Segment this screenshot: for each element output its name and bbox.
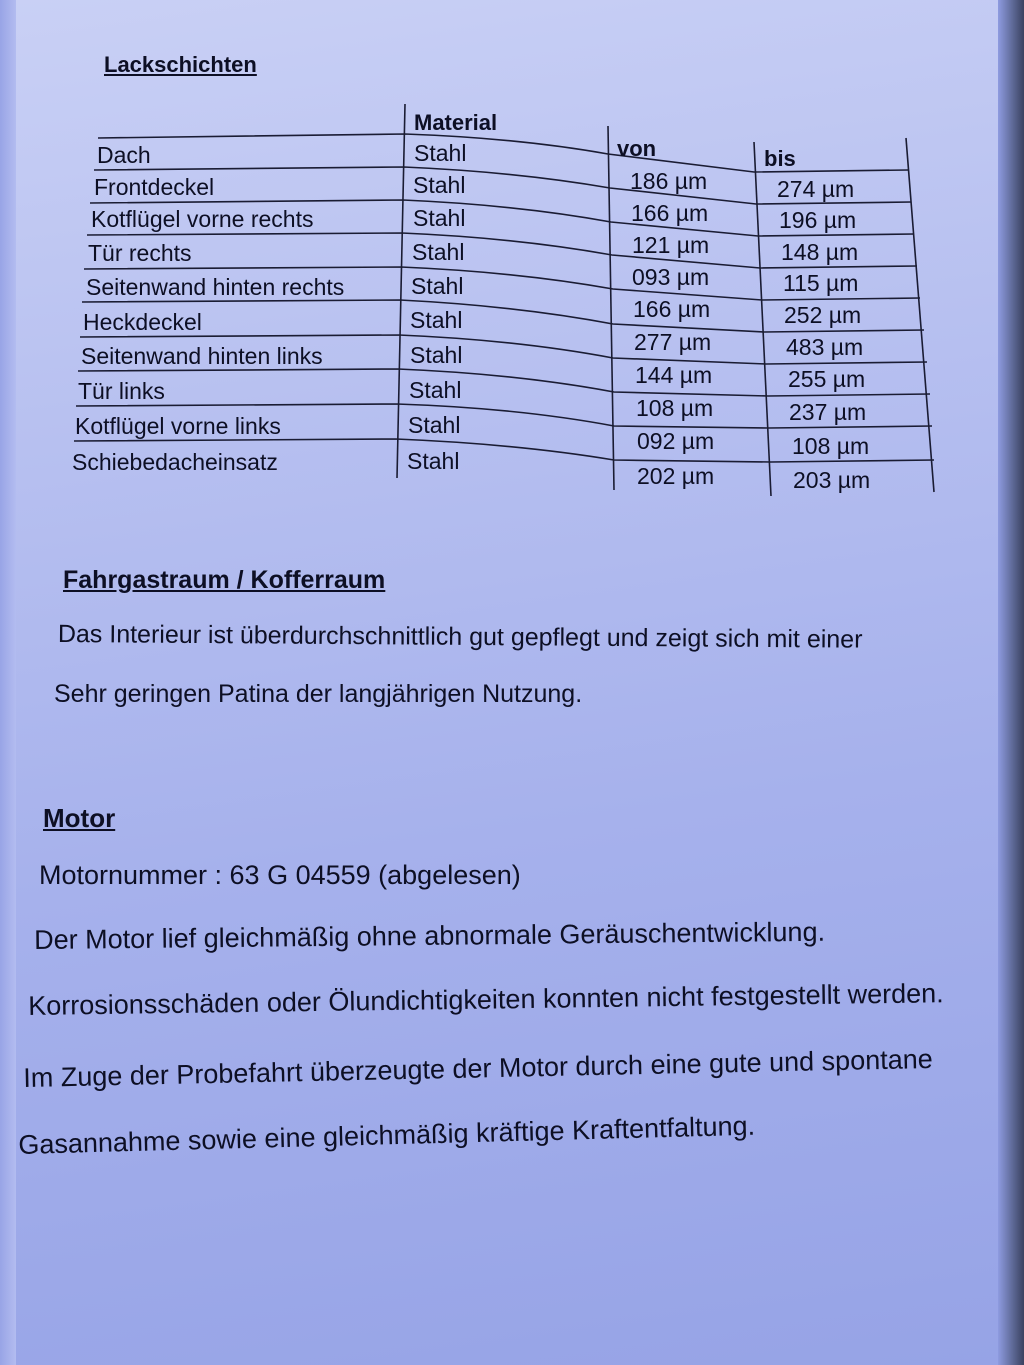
row-material: Stahl: [407, 448, 460, 474]
row-part: Dach: [97, 142, 151, 168]
row-from: 092 µm: [637, 428, 715, 454]
row-material: Stahl: [413, 205, 466, 231]
row-from: 186 µm: [630, 168, 708, 194]
column-header-material: Material: [414, 110, 498, 135]
section-title-engine: Motor: [43, 803, 116, 833]
row-to: 252 µm: [784, 302, 862, 328]
row-from: 166 µm: [633, 296, 711, 322]
column-header-to: bis: [764, 146, 796, 171]
row-to: 108 µm: [792, 433, 870, 459]
paint-thickness-table: [68, 100, 938, 500]
row-material: Stahl: [409, 377, 462, 403]
page-left-edge: [0, 0, 16, 1365]
column-header-from: von: [617, 136, 657, 161]
row-material: Stahl: [410, 342, 463, 368]
row-to: 483 µm: [786, 334, 864, 360]
engine-text-line: Im Zuge der Probefahrt überzeugte der Motor durch eine gute und spontane: [23, 1043, 934, 1093]
engine-number-line: Motornummer : 63 G 04559 (abgelesen): [39, 860, 521, 890]
row-part: Schiebedacheinsatz: [72, 449, 278, 475]
row-to: 148 µm: [781, 239, 859, 265]
row-from: 277 µm: [634, 329, 712, 355]
section-title-paint: Lackschichten: [104, 52, 257, 77]
row-part: Seitenwand hinten rechts: [86, 274, 345, 300]
row-to: 255 µm: [788, 366, 866, 392]
row-to: 274 µm: [777, 176, 855, 202]
row-from: 144 µm: [635, 362, 713, 388]
row-from: 093 µm: [632, 264, 710, 290]
row-from: 108 µm: [636, 395, 714, 421]
row-material: Stahl: [413, 172, 466, 198]
row-part: Seitenwand hinten links: [81, 343, 323, 369]
row-part: Tür links: [78, 378, 165, 404]
row-material: Stahl: [408, 412, 461, 438]
row-material: Stahl: [414, 140, 467, 166]
row-to: 237 µm: [789, 399, 867, 425]
row-part: Kotflügel vorne links: [75, 413, 281, 439]
section-title-interior: Fahrgastraum / Kofferraum: [63, 566, 386, 594]
row-to: 203 µm: [793, 467, 871, 493]
row-from: 121 µm: [632, 232, 710, 258]
engine-text-line: Korrosionsschäden oder Ölundichtigkeiten konnten nicht festgestellt werden.: [28, 978, 944, 1021]
engine-text-line: Der Motor lief gleichmäßig ohne abnormale Geräuschentwicklung.: [34, 916, 826, 955]
row-part: Heckdeckel: [83, 309, 202, 335]
row-material: Stahl: [411, 273, 464, 299]
interior-text-line: Das Interieur ist überdurchschnittlich gut gepflegt und zeigt sich mit einer: [57, 620, 863, 654]
engine-text-line: Gasannahme sowie eine gleichmäßig kräftige Kraftentfaltung.: [18, 1110, 756, 1160]
row-part: Tür rechts: [88, 240, 192, 266]
row-from: 166 µm: [631, 200, 709, 226]
row-part: Frontdeckel: [94, 174, 215, 200]
row-material: Stahl: [412, 239, 465, 265]
row-from: 202 µm: [637, 463, 715, 489]
page-right-edge: [998, 0, 1024, 1365]
row-material: Stahl: [410, 307, 463, 333]
row-to: 196 µm: [779, 207, 857, 233]
row-part: Kotflügel vorne rechts: [91, 206, 314, 232]
interior-text-line: Sehr geringen Patina der langjährigen Nutzung.: [54, 680, 583, 708]
row-to: 115 µm: [783, 270, 859, 296]
